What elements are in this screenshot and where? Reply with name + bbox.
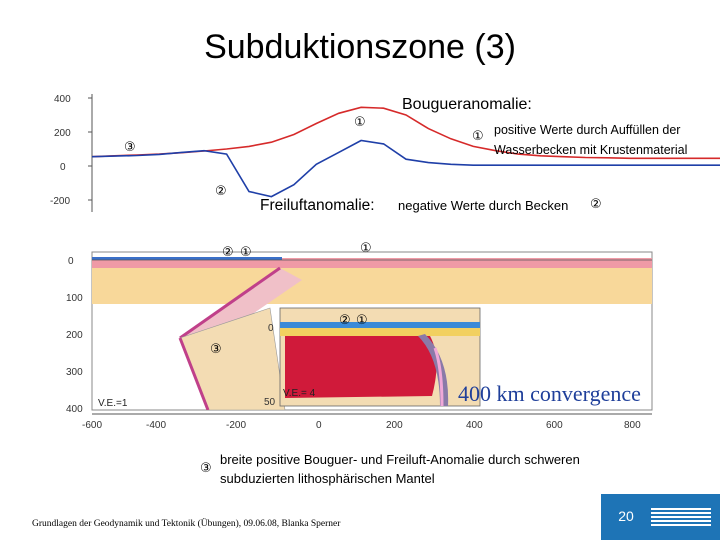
conclusion-text: breite positive Bouguer- und Freiluft-Anomalie durch schweren subduzierten lithosphärischen Mantel [220, 452, 580, 486]
inset-tick-50: 50 [264, 397, 276, 408]
subduction-model-figure [30, 238, 670, 438]
gravity-y-ticks [50, 94, 92, 207]
model-xtick-400: 400 [466, 420, 483, 431]
model-xtick-600: 600 [546, 420, 563, 431]
model-xtick-neg200: -200 [226, 420, 247, 431]
marker-two-inset: ② [339, 313, 351, 328]
marker-two-trough: ② [215, 184, 227, 199]
marker-one-model-left: ① [240, 245, 252, 260]
gravity-ytick-200: 200 [54, 128, 71, 139]
gravity-ytick-neg200: -200 [50, 196, 71, 207]
inset-sediment [280, 328, 480, 336]
marker-two-freiluft-desc: ② [590, 197, 602, 212]
logo-stripe [651, 512, 711, 514]
logo-stripe [651, 524, 711, 526]
footer-citation: Grundlagen der Geodynamik und Tektonik (Übungen), 09.06.08, Blanka Sperner [32, 519, 341, 529]
model-ytick-100: 100 [66, 293, 83, 304]
ocean-left [92, 257, 282, 260]
marker-three-model: ③ [210, 342, 222, 357]
model-ytick-0: 0 [68, 256, 74, 267]
logo-stripe [651, 516, 711, 518]
model-ytick-200: 200 [66, 330, 83, 341]
logo-stripe [651, 520, 711, 522]
gravity-ytick-400: 400 [54, 94, 71, 105]
model-ytick-300: 300 [66, 367, 83, 378]
bouguer-description: positive Werte durch Auffüllen der Wasserbecken mit Krustenmaterial [494, 123, 688, 157]
inset-panel [264, 308, 480, 408]
gravity-ytick-0: 0 [60, 162, 66, 173]
model-ytick-400: 400 [66, 404, 83, 415]
lithosphere-layer [92, 266, 652, 304]
marker-one-model-right: ① [360, 241, 372, 256]
model-xtick-800: 800 [624, 420, 641, 431]
marker-three-conclusion: ③ [200, 461, 212, 476]
page-badge [601, 494, 720, 540]
inset-ocean [280, 322, 480, 328]
logo-stripe [651, 508, 711, 510]
model-y-ticks [66, 256, 83, 415]
page-number: 20 [618, 508, 634, 524]
main-ve-label: V.E.=1 [98, 398, 128, 409]
marker-two-model-left: ② [222, 245, 234, 260]
model-xtick-0: 0 [316, 420, 322, 431]
freiluft-description: negative Werte durch Becken [398, 198, 569, 213]
model-x-ticks [82, 420, 641, 431]
model-xtick-neg600: -600 [82, 420, 103, 431]
slide-title: Subduktionszone (3) [204, 28, 516, 66]
freiluft-title: Freiluftanomalie: [260, 197, 375, 214]
marker-three-left: ③ [124, 140, 136, 155]
model-xtick-200: 200 [386, 420, 403, 431]
inset-tick-0: 0 [268, 323, 274, 334]
bouguer-title: Bougueranomalie: [402, 96, 532, 113]
marker-one-inset: ① [356, 313, 368, 328]
convergence-label: 400 km convergence [458, 381, 641, 406]
inset-ve-label: V.E.= 4 [283, 388, 316, 399]
marker-one-bouguer-peak: ① [354, 115, 366, 130]
marker-one-bouguer-desc: ① [472, 129, 484, 144]
model-xtick-neg400: -400 [146, 420, 167, 431]
